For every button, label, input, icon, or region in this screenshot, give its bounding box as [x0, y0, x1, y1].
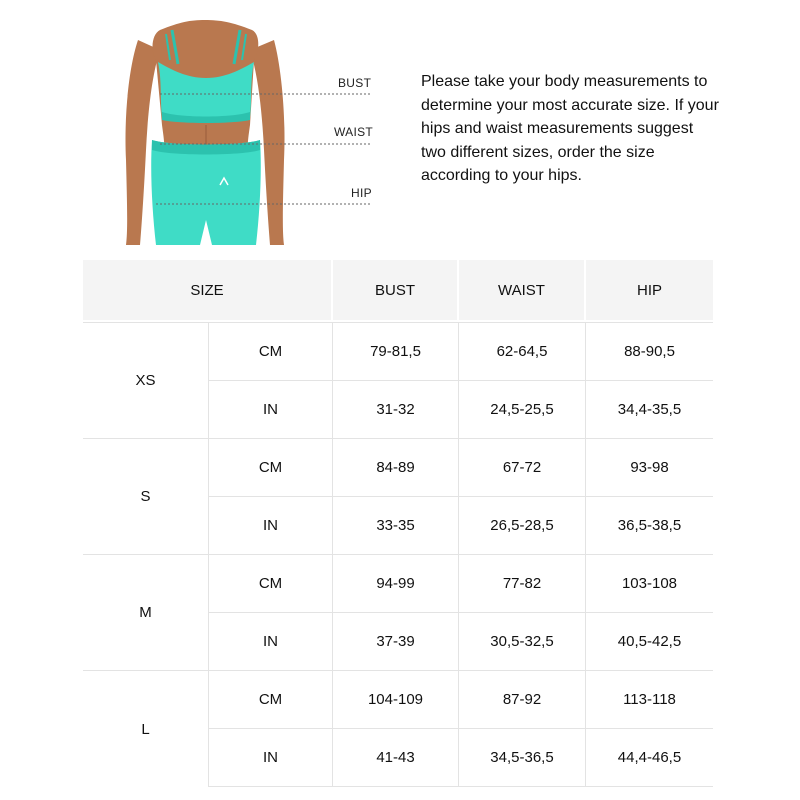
- table-row: [83, 322, 713, 380]
- unit-label: CM: [209, 322, 333, 380]
- hip-value: 40,5-42,5: [586, 612, 713, 670]
- waist-value: 24,5-25,5: [459, 380, 586, 438]
- table-row: [83, 670, 713, 728]
- measurement-instructions: Please take your body measurements to determine your most accurate size. If your hips and waist measurements suggest two different sizes, order the size according to your hips.: [421, 73, 719, 184]
- unit-label: CM: [209, 438, 333, 496]
- unit-label: IN: [209, 380, 333, 438]
- waist-value: 30,5-32,5: [459, 612, 586, 670]
- hip-value: 113-118: [586, 670, 713, 728]
- bust-value: 37-39: [333, 612, 459, 670]
- unit-label: IN: [209, 496, 333, 554]
- header-size: SIZE: [83, 260, 333, 322]
- model-illustration: [100, 0, 400, 250]
- hip-value: 93-98: [586, 438, 713, 496]
- unit-label: IN: [209, 728, 333, 787]
- waist-value: 87-92: [459, 670, 586, 728]
- size-label: M: [83, 554, 209, 670]
- waist-label: WAIST: [334, 125, 374, 139]
- unit-label: CM: [209, 554, 333, 612]
- waist-value: 67-72: [459, 438, 586, 496]
- hip-label: HIP: [351, 186, 372, 200]
- size-chart-table: [83, 260, 713, 787]
- size-label: S: [83, 438, 209, 554]
- header-bust: BUST: [333, 260, 459, 322]
- bust-value: 41-43: [333, 728, 459, 787]
- bust-value: 31-32: [333, 380, 459, 438]
- hip-value: 103-108: [586, 554, 713, 612]
- bust-value: 84-89: [333, 438, 459, 496]
- waist-value: 34,5-36,5: [459, 728, 586, 787]
- hip-value: 34,4-35,5: [586, 380, 713, 438]
- table-row: [83, 438, 713, 496]
- table-row: [83, 554, 713, 612]
- size-label: XS: [83, 322, 209, 438]
- unit-label: IN: [209, 612, 333, 670]
- bust-value: 79-81,5: [333, 322, 459, 380]
- waist-value: 77-82: [459, 554, 586, 612]
- hip-value: 44,4-46,5: [586, 728, 713, 787]
- waist-value: 62-64,5: [459, 322, 586, 380]
- table-header-row: [83, 260, 713, 322]
- header-hip: HIP: [586, 260, 713, 322]
- size-label: L: [83, 670, 209, 787]
- unit-label: CM: [209, 670, 333, 728]
- bust-label: BUST: [338, 76, 372, 90]
- header-waist: WAIST: [459, 260, 586, 322]
- leggings: [151, 140, 261, 245]
- bust-value: 94-99: [333, 554, 459, 612]
- bust-value: 104-109: [333, 670, 459, 728]
- waist-value: 26,5-28,5: [459, 496, 586, 554]
- bust-value: 33-35: [333, 496, 459, 554]
- hip-value: 36,5-38,5: [586, 496, 713, 554]
- hip-value: 88-90,5: [586, 322, 713, 380]
